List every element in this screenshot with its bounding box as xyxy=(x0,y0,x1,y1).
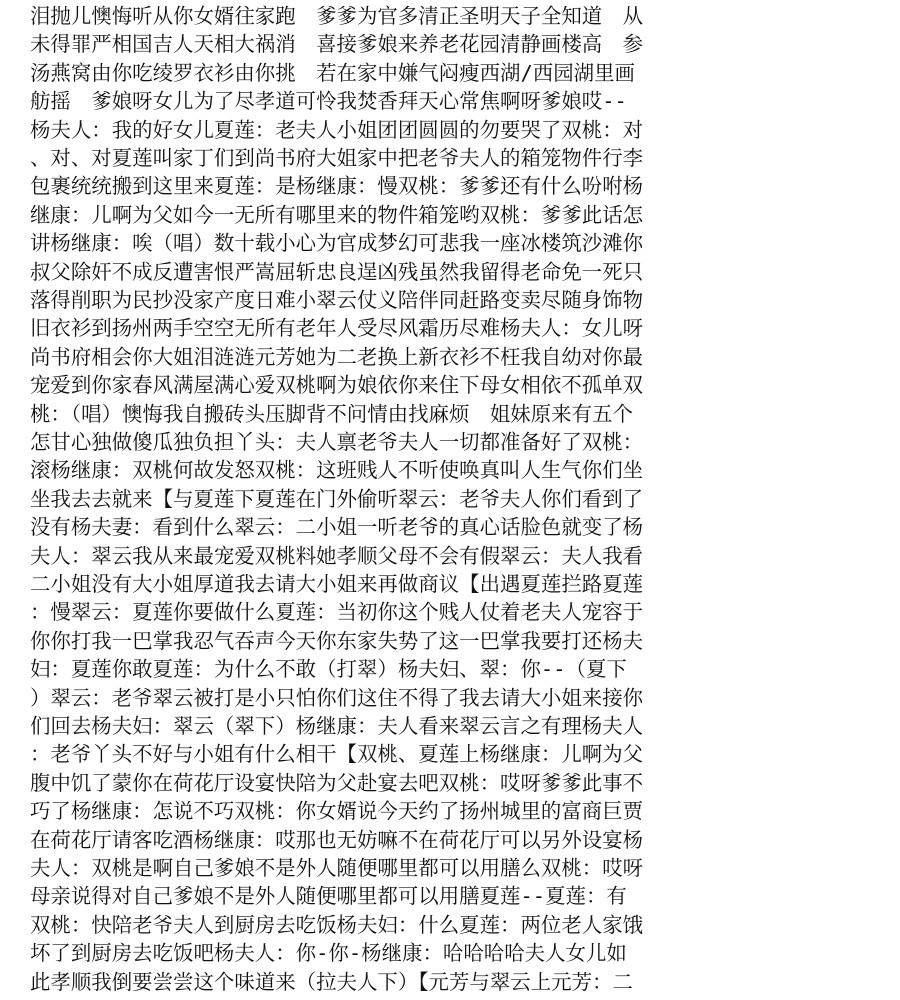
text-line: 汤燕窝由你吃绫罗衣衫由你挑 若在家中嫌气闷瘦西湖/西园湖里画 xyxy=(30,60,635,85)
text-line: 泪抛儿懊悔听从你女婿往家跑 爹爹为官多清正圣明天子全知道 从 xyxy=(30,4,644,28)
text-line: 二小姐没有大小姐厚道我去请大小姐来再做商议【出遇夏莲拦路夏莲 xyxy=(30,572,644,596)
text-line: 母亲说得对自己爹娘不是外人随便哪里都可以用膳夏莲--夏莲：有 xyxy=(30,884,627,909)
text-line: 宠爱到你家春风满屋满心爱双桃啊为娘依你来住下母女相依不孤单双 xyxy=(30,373,644,398)
text-line: 滚杨继康：双桃何故发怒双桃：这班贱人不听使唤真叫人生气你们坐 xyxy=(30,458,644,483)
text-line: 妇：夏莲你敢夏莲：为什么不敢（打翠）杨夫妇、翠：你--（夏下 xyxy=(30,657,627,682)
text-line: 落得削职为民抄没家产度日难小翠云仗义陪伴同赶路变卖尽随身饰物 xyxy=(30,288,644,312)
text-line: 你你打我一巴掌我忍气吞声今天你东家失势了这一巴掌我要打还杨夫 xyxy=(30,628,644,653)
text-line: 夫人：翠云我从来最宠爱双桃料她孝顺父母不会有假翠云：夫人我看 xyxy=(30,543,644,568)
text-line: 坏了到厨房去吃饭吧杨夫人：你-你-杨继康：哈哈哈哈夫人女儿如 xyxy=(30,941,627,966)
text-line: 们回去杨夫妇：翠云（翠下）杨继康：夫人看来翠云言之有理杨夫人 xyxy=(30,714,644,738)
text-line: 桃：（唱）懊悔我自搬砖头压脚背不问情由找麻烦 姐妹原来有五个 xyxy=(30,401,633,426)
text-line: 坐我去去就来【与夏莲下夏莲在门外偷听翠云：老爷夫人你们看到了 xyxy=(30,486,644,511)
text-line: 尚书府相会你大姐泪涟涟元芳她为二老换上新衣衫不枉我自幼对你最 xyxy=(30,344,644,369)
text-line: 夫人：双桃是啊自己爹娘不是外人随便哪里都可以用膳么双桃：哎呀 xyxy=(30,856,644,880)
text-line: 继康：儿啊为父如今一无所有哪里来的物件箱笼哟双桃：爹爹此话怎 xyxy=(30,202,644,227)
text-line: 在荷花厅请客吃酒杨继康：哎那也无妨嘛不在荷花厅可以另外设宴杨 xyxy=(30,827,644,852)
text-line: ：慢翠云：夏莲你要做什么夏莲：当初你这个贱人仗着老夫人宠容于 xyxy=(30,600,644,625)
text-line: ）翠云：老爷翠云被打是小只怕你们这住不得了我去请大小姐来接你 xyxy=(30,685,644,710)
text-line: 怎甘心独做傻瓜独负担丫头：夫人禀老爷夫人一切都准备好了双桃： xyxy=(30,430,644,454)
text-line: 双桃：快陪老爷夫人到厨房去吃饭杨夫妇：什么夏莲：两位老人家饿 xyxy=(30,912,644,937)
text-line: 杨夫人：我的好女儿夏莲：老夫人小姐团团圆圆的勿要哭了双桃：对 xyxy=(30,117,644,142)
text-line: 腹中饥了蒙你在荷花厅设宴快陪为父赴宴去吧双桃：哎呀爹爹此事不 xyxy=(30,770,644,795)
text-line: 未得罪严相国吉人天相大祸消 喜接爹娘来养老花园清静画楼高 参 xyxy=(30,32,644,57)
text-line: 、对、对夏莲叫家丁们到尚书府大姐家中把老爷夫人的箱笼物件行李 xyxy=(30,146,644,170)
text-line: 讲杨继康：唉（唱）数十载小心为官成梦幻可悲我一座冰楼筑沙滩你 xyxy=(30,231,644,256)
text-line: 叔父除奸不成反遭害恨严嵩屈斩忠良逞凶残虽然我留得老命免一死只 xyxy=(30,259,644,284)
text-line: 舫摇 爹娘呀女儿为了尽孝道可怜我焚香拜天心常焦啊呀爹娘哎-- xyxy=(30,89,627,114)
text-line: 此孝顺我倒要尝尝这个味道来（拉夫人下）【元芳与翠云上元芳：二 xyxy=(30,969,633,994)
text-line: 旧衣衫到扬州两手空空无所有老年人受尽风霜历尽难杨夫人：女儿呀 xyxy=(30,316,644,341)
text-line: 巧了杨继康：怎说不巧双桃：你女婿说今天约了扬州城里的富商巨贾 xyxy=(30,799,644,824)
text-line: 包裹统统搬到这里来夏莲：是杨继康：慢双桃：爹爹还有什么吩咐杨 xyxy=(30,174,644,199)
text-line: ：老爷丫头不好与小姐有什么相干【双桃、夏莲上杨继康：儿啊为父 xyxy=(30,742,644,767)
text-line: 没有杨夫妻：看到什么翠云：二小姐一听老爷的真心话脸色就变了杨 xyxy=(30,515,644,540)
